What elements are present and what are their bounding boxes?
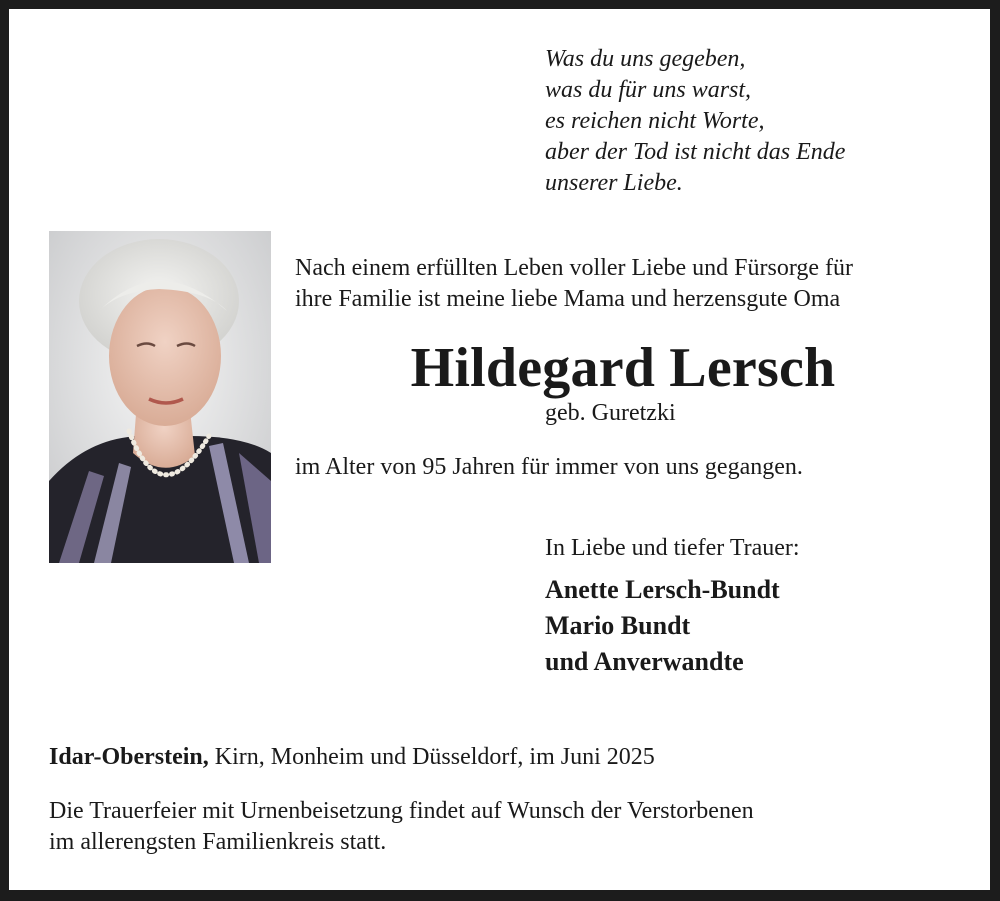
intro-line: Nach einem erfüllten Leben voller Liebe und Fürsorge für — [295, 255, 854, 281]
deceased-name: Hildegard Lersch — [410, 337, 836, 399]
birth-name: geb. Guretzki — [545, 400, 676, 426]
poem-line: unserer Liebe. — [545, 170, 683, 196]
place-primary: Idar-Oberstein, — [49, 744, 209, 770]
memorial-poem — [545, 44, 845, 199]
poem-line: was du für uns warst, — [545, 77, 752, 103]
mourning-label: In Liebe und tiefer Trauer: — [545, 535, 800, 561]
place-date-line — [49, 742, 655, 773]
funeral-note-line: Die Trauerfeier mit Urnenbeisetzung findet auf Wunsch der Verstorbenen — [49, 798, 754, 824]
poem-line: es reichen nicht Worte, — [545, 108, 765, 134]
mourner-name: und Anverwandte — [545, 647, 744, 676]
intro-line: ihre Familie ist meine liebe Mama und herzensgute Oma — [295, 286, 841, 312]
mourner-name: Anette Lersch-Bundt — [545, 575, 780, 604]
intro-text — [295, 253, 853, 315]
age-line: im Alter von 95 Jahren für immer von uns gegangen. — [295, 454, 803, 480]
funeral-note — [49, 796, 754, 858]
place-rest: Kirn, Monheim und Düsseldorf, im Juni 2025 — [208, 744, 655, 770]
mourner-name: Mario Bundt — [545, 611, 691, 640]
poem-line: Was du uns gegeben, — [545, 46, 746, 72]
poem-line: aber der Tod ist nicht das Ende — [545, 139, 846, 165]
mourner-list — [545, 572, 780, 680]
funeral-note-line: im allerengsten Familienkreis statt. — [49, 829, 387, 855]
